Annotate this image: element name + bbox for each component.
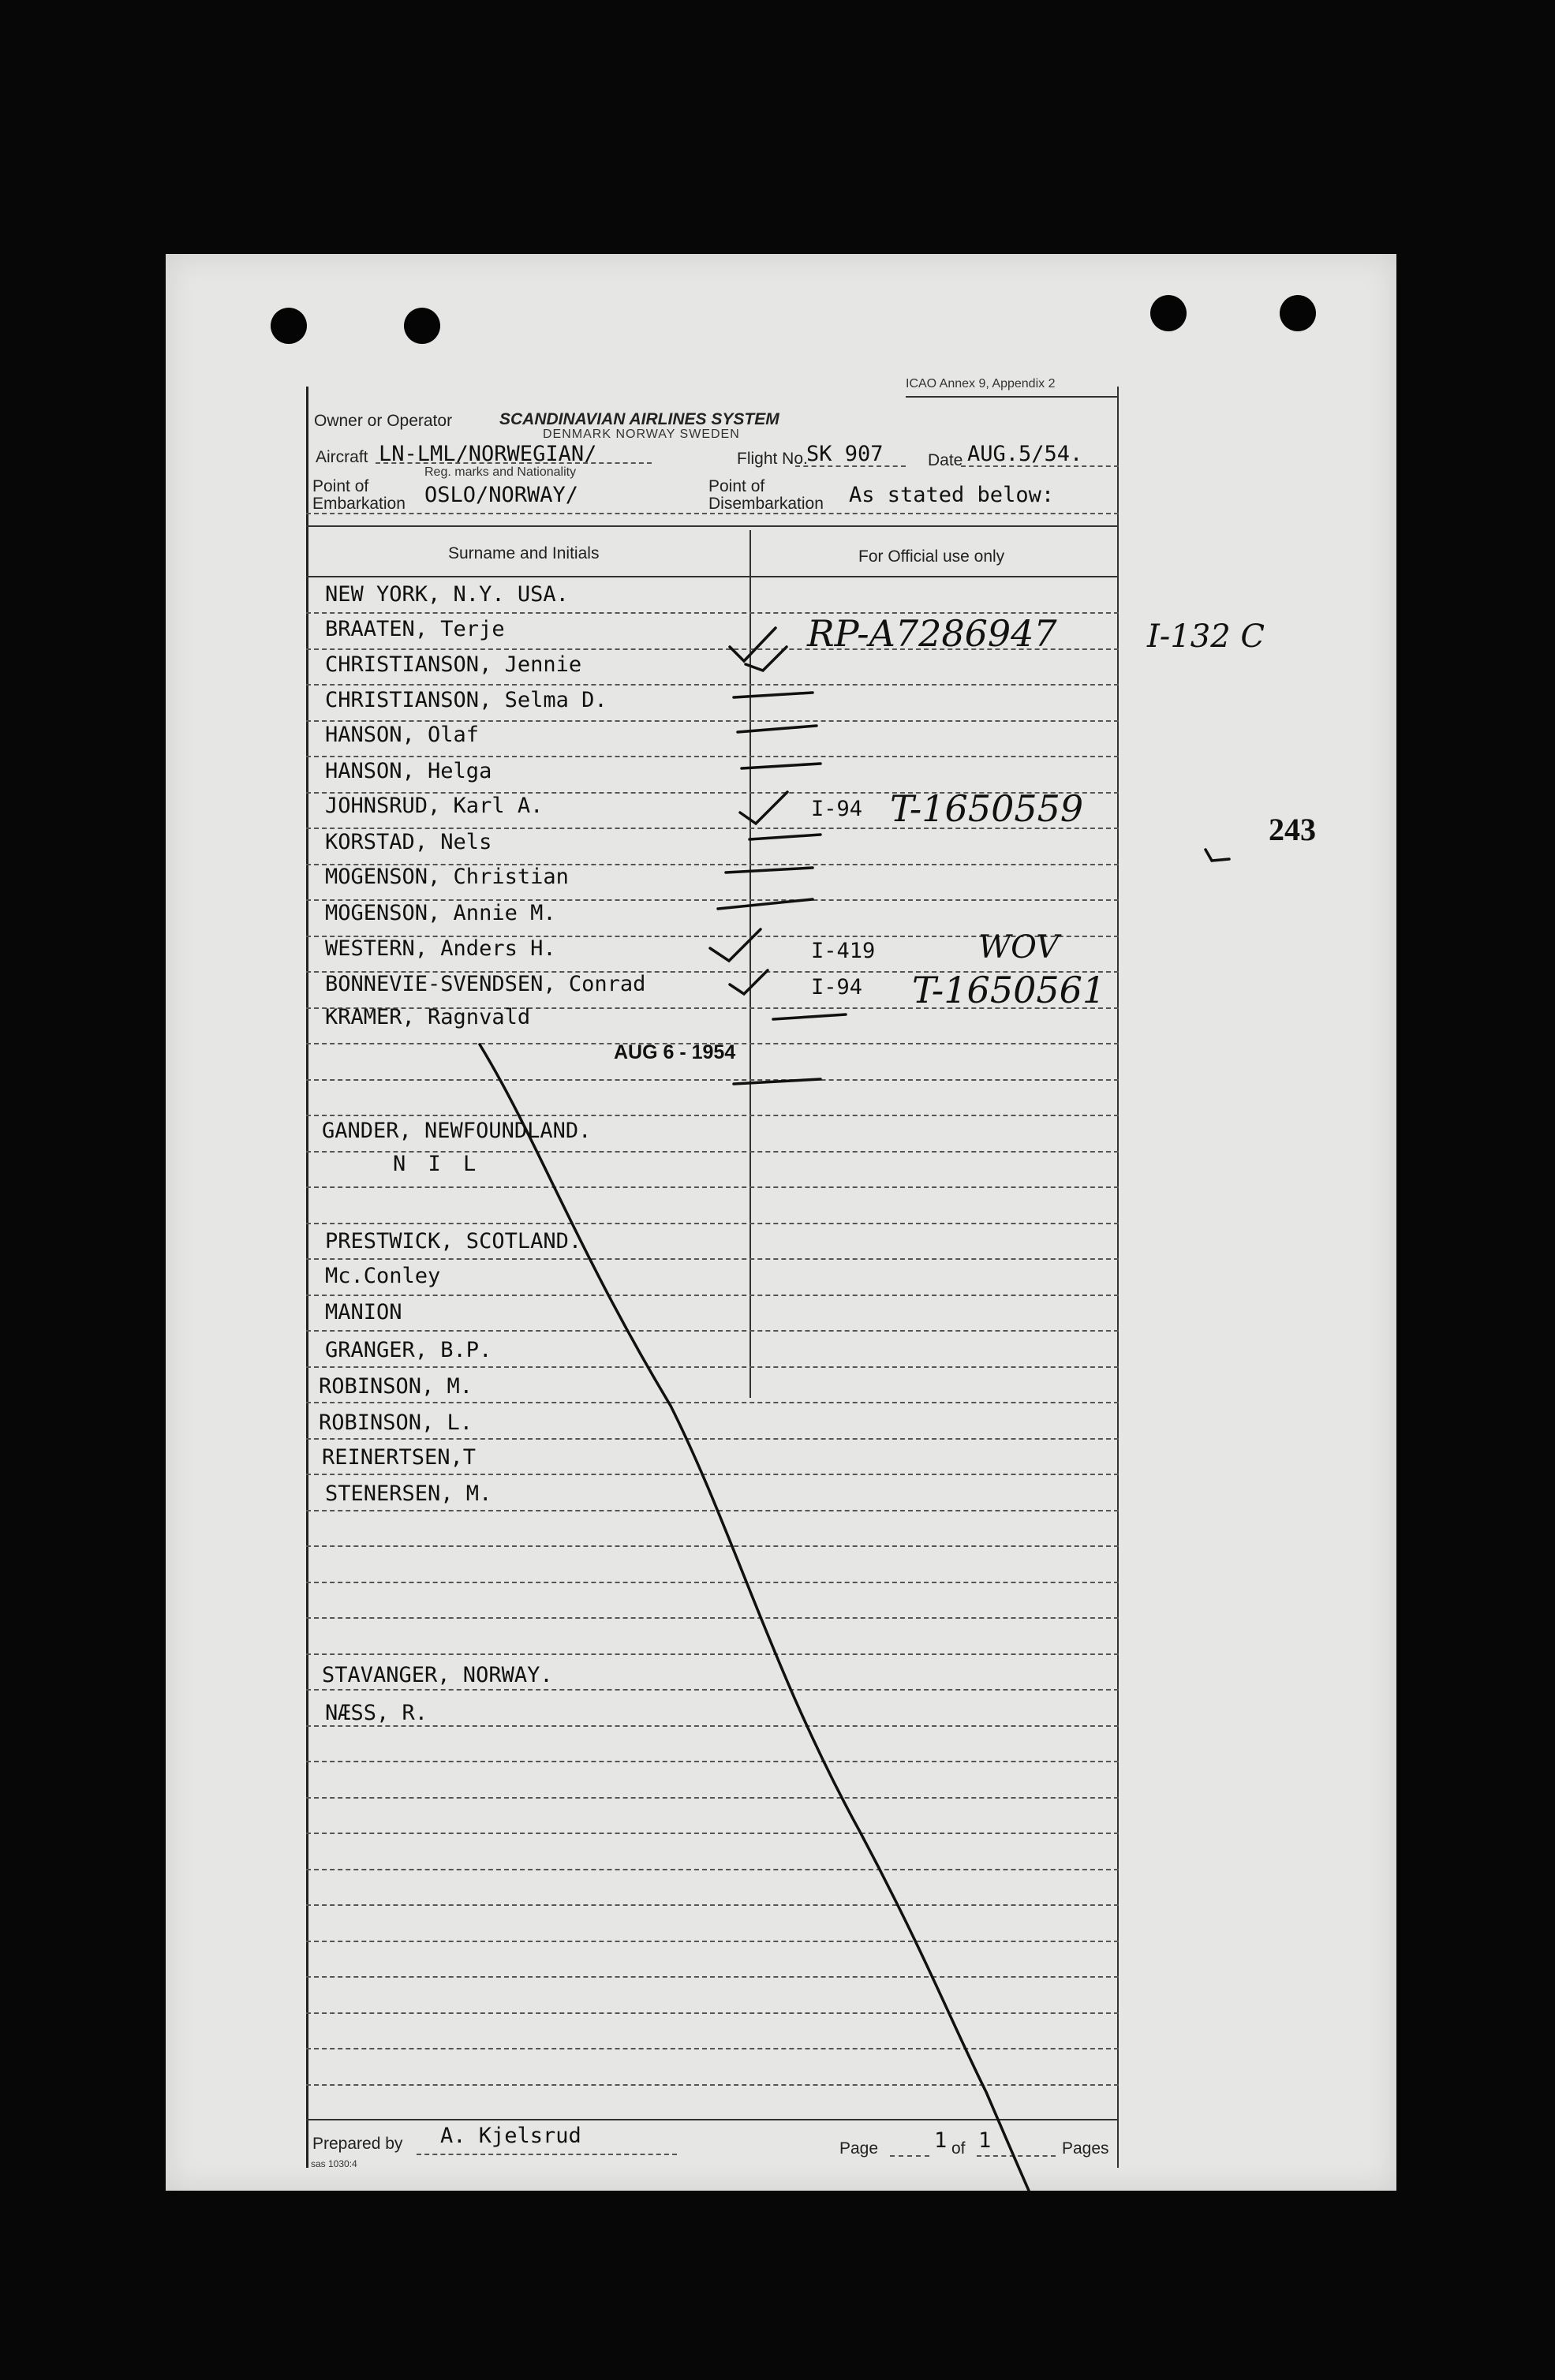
passenger-row: GRANGER, B.P. xyxy=(325,1338,492,1362)
passenger-row: MANION xyxy=(325,1300,402,1325)
pages-label: Pages xyxy=(1062,2139,1109,2158)
owner-value: SCANDINAVIAN AIRLINES SYSTEM xyxy=(499,410,779,428)
reg-marks-caption: Reg. marks and Nationality xyxy=(424,465,577,479)
passenger-row: ROBINSON, L. xyxy=(319,1410,473,1435)
surname-column-header: Surname and Initials xyxy=(448,544,600,562)
flight-value: SK 907 xyxy=(806,442,884,466)
passenger-row: STENERSEN, M. xyxy=(325,1481,492,1506)
handwritten-note: RP-A7286947 xyxy=(807,612,1057,655)
of-value: 1 xyxy=(978,2128,992,2153)
dash-mark xyxy=(773,1014,846,1019)
passenger-row: KRAMER, Ragnvald xyxy=(325,1005,531,1029)
passenger-row: Mc.Conley xyxy=(325,1264,441,1288)
date-stamp: AUG 6 - 1954 xyxy=(614,1041,736,1063)
passenger-row: MOGENSON, Christian xyxy=(325,865,569,889)
section-heading-new-york: NEW YORK, N.Y. USA. xyxy=(325,582,569,607)
passenger-row: REINERTSEN,T xyxy=(322,1445,477,1470)
aircraft-value: LN-LML/NORWEGIAN/ xyxy=(379,442,597,466)
dash-mark xyxy=(734,1079,820,1084)
handwritten-note: WOV xyxy=(978,929,1060,966)
checkmark-icon xyxy=(730,970,768,994)
official-entry: I-94 xyxy=(811,975,863,999)
prepared-by-label: Prepared by xyxy=(312,2135,403,2153)
passenger-row: MOGENSON, Annie M. xyxy=(325,901,556,925)
passenger-row: CHRISTIANSON, Jennie xyxy=(325,652,582,677)
section-heading-stavanger: STAVANGER, NORWAY. xyxy=(322,1663,553,1687)
passenger-row: CHRISTIANSON, Selma D. xyxy=(325,688,607,712)
pen-marks xyxy=(166,254,1396,2191)
checkmark-icon xyxy=(730,628,776,661)
archive-page-number: 243 xyxy=(1269,812,1316,847)
form-code: sas 1030:4 xyxy=(311,2158,357,2169)
page-value: 1 xyxy=(934,2128,948,2153)
passenger-row: HANSON, Helga xyxy=(325,759,492,783)
passenger-row: ROBINSON, M. xyxy=(319,1374,473,1399)
dash-mark xyxy=(726,868,813,872)
dash-mark xyxy=(718,899,813,909)
prepared-by-value: A. Kjelsrud xyxy=(440,2124,581,2148)
date-label: Date xyxy=(928,451,963,469)
handwritten-note: T-1650561 xyxy=(912,969,1106,1011)
disembarkation-value: As stated below: xyxy=(849,483,1055,507)
margin-form-reference: I-132 C xyxy=(1147,618,1265,655)
passenger-row: WESTERN, Anders H. xyxy=(325,936,556,961)
of-label: of xyxy=(951,2139,966,2158)
dash-mark xyxy=(738,726,817,732)
passenger-row: KORSTAD, Nels xyxy=(325,830,492,854)
annex-reference: ICAO Annex 9, Appendix 2 xyxy=(906,377,1056,390)
passenger-row: JOHNSRUD, Karl A. xyxy=(325,794,544,818)
official-use-column-header: For Official use only xyxy=(858,547,1005,566)
checkmark-icon xyxy=(740,792,787,824)
passenger-row: HANSON, Olaf xyxy=(325,723,480,747)
owner-label: Owner or Operator xyxy=(314,412,453,430)
passenger-row: NÆSS, R. xyxy=(325,1701,428,1725)
official-entry: I-94 xyxy=(811,797,863,821)
checkmark-icon xyxy=(746,647,787,671)
passenger-row: BRAATEN, Terje xyxy=(325,617,505,641)
section-heading-gander: GANDER, NEWFOUNDLAND. xyxy=(322,1119,592,1143)
official-entry: I-419 xyxy=(811,939,876,963)
aircraft-label: Aircraft xyxy=(316,448,368,466)
passenger-row: N I L xyxy=(393,1152,481,1176)
passenger-row: BONNEVIE-SVENDSEN, Conrad xyxy=(325,972,646,996)
section-heading-prestwick: PRESTWICK, SCOTLAND. xyxy=(325,1229,582,1254)
embarkation-value: OSLO/NORWAY/ xyxy=(424,483,579,507)
date-value: AUG.5/54. xyxy=(967,442,1083,466)
flight-label: Flight No. xyxy=(737,450,808,468)
dash-mark xyxy=(742,764,820,768)
strike-line xyxy=(480,1044,1081,2191)
handwritten-note: T-1650559 xyxy=(890,787,1084,830)
tick-mark xyxy=(1205,850,1229,861)
dash-mark xyxy=(734,693,813,697)
owner-countries: DENMARK NORWAY SWEDEN xyxy=(543,428,740,441)
page-label: Page xyxy=(839,2139,879,2158)
checkmark-icon xyxy=(710,929,761,961)
dash-mark xyxy=(749,835,820,839)
disembarkation-label: Point of Disembarkation xyxy=(708,477,824,513)
embarkation-label: Point of Embarkation xyxy=(312,477,406,513)
manifest-sheet xyxy=(166,254,1396,2191)
